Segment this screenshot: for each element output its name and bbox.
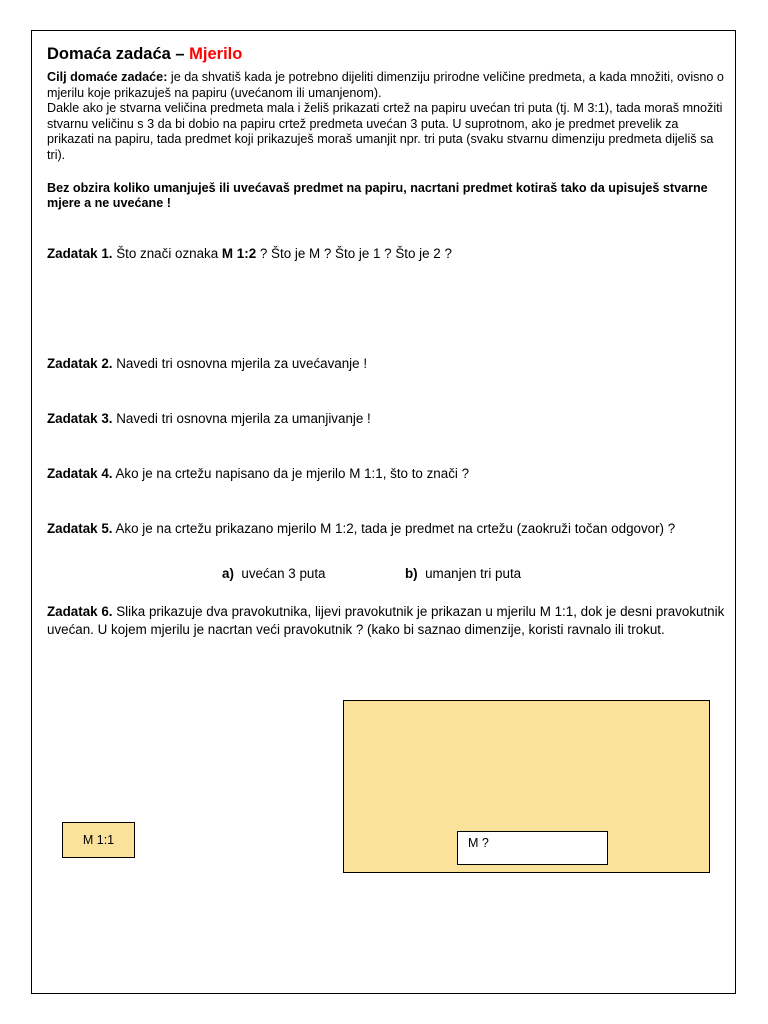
task-label: Zadatak 6. — [47, 604, 113, 619]
task-text: Ako je na crtežu prikazano mjerilo M 1:2, tada je predmet na crtežu (zaokruži točan odgovor) ? — [112, 521, 676, 536]
scale-mark: M 1:2 — [221, 246, 257, 261]
task-label: Zadatak 1. — [47, 246, 113, 261]
answer-option-a[interactable] — [222, 565, 326, 583]
task-text: Ako je na crtežu napisano da je mjerilo M 1:1, što to znači ? — [112, 466, 470, 481]
task-text: Slika prikazuje dva pravokutnika, lijevi pravokutnik je prikazan u mjerilu M 1:1, dok je desni pravokutnik uvećan. U kojem mjerilu je nacrtan veći pravokutnik ? (kako bi saznao dimenzije, koristi ravnalo ili trokut. — [47, 604, 725, 637]
task-label: Zadatak 5. — [47, 521, 113, 536]
task-text: Navedi tri osnovna mjerila za umanjivanje ! — [112, 411, 371, 426]
task-text: Što znači oznaka — [112, 246, 222, 261]
goal-paragraph — [47, 70, 727, 101]
important-note: Bez obzira koliko umanjuješ ili uvećavaš predmet na papiru, nacrtani predmet kotiraš tako da upisuješ stvarne mjere a ne uvećane ! — [47, 180, 708, 211]
explanation-paragraph: Dakle ako je stvarna veličina predmeta mala i želiš prikazati crtež na papiru uvećan tri puta (tj. M 3:1), tada moraš množiti stvarnu veličinu s 3 da bi dobio na papiru crtež predmeta uvećan 3 puta. U suprotnom, ako je predmet prevelik za prikazati na papiru, tada predmet koji prikazuješ moraš umanjit npr. tri puta (svaku stvarnu dimenziju predmeta dijeliš sa tri). — [47, 101, 723, 162]
small-rectangle-label: M 1:1 — [82, 833, 115, 847]
task-6 — [47, 603, 727, 638]
task-text: Navedi tri osnovna mjerila za uvećavanje ! — [112, 356, 368, 371]
option-text: uvećan 3 puta — [241, 566, 326, 581]
goal-text: je da shvatiš kada je potrebno dijeliti dimenziju prirodne veličine predmeta, a kada množiti, ovisno o mjerilu koje prikazuješ na papiru (uvećanom ili umanjenom). — [47, 70, 724, 100]
task-1 — [47, 245, 727, 263]
unknown-scale-box — [457, 831, 608, 865]
page-title — [47, 45, 242, 64]
answer-option-b[interactable] — [405, 565, 521, 583]
title-prefix: Domaća zadaća – — [47, 45, 190, 63]
task-label: Zadatak 2. — [47, 356, 113, 371]
option-text: umanjen tri puta — [425, 566, 522, 581]
task-label: Zadatak 4. — [47, 466, 113, 481]
task-text: ? Što je M ? Što je 1 ? Što je 2 ? — [256, 246, 452, 261]
task-label: Zadatak 3. — [47, 411, 113, 426]
task-5 — [47, 520, 727, 538]
intro-block — [47, 70, 727, 212]
task-2 — [47, 355, 727, 373]
task-4 — [47, 465, 727, 483]
small-rectangle — [62, 822, 135, 858]
task-3 — [47, 410, 727, 428]
unknown-scale-label: M ? — [468, 836, 489, 850]
title-accent: Mjerilo — [189, 45, 243, 63]
option-letter: b) — [405, 566, 418, 581]
goal-label: Cilj domaće zadaće: — [47, 70, 168, 84]
option-letter: a) — [222, 566, 234, 581]
